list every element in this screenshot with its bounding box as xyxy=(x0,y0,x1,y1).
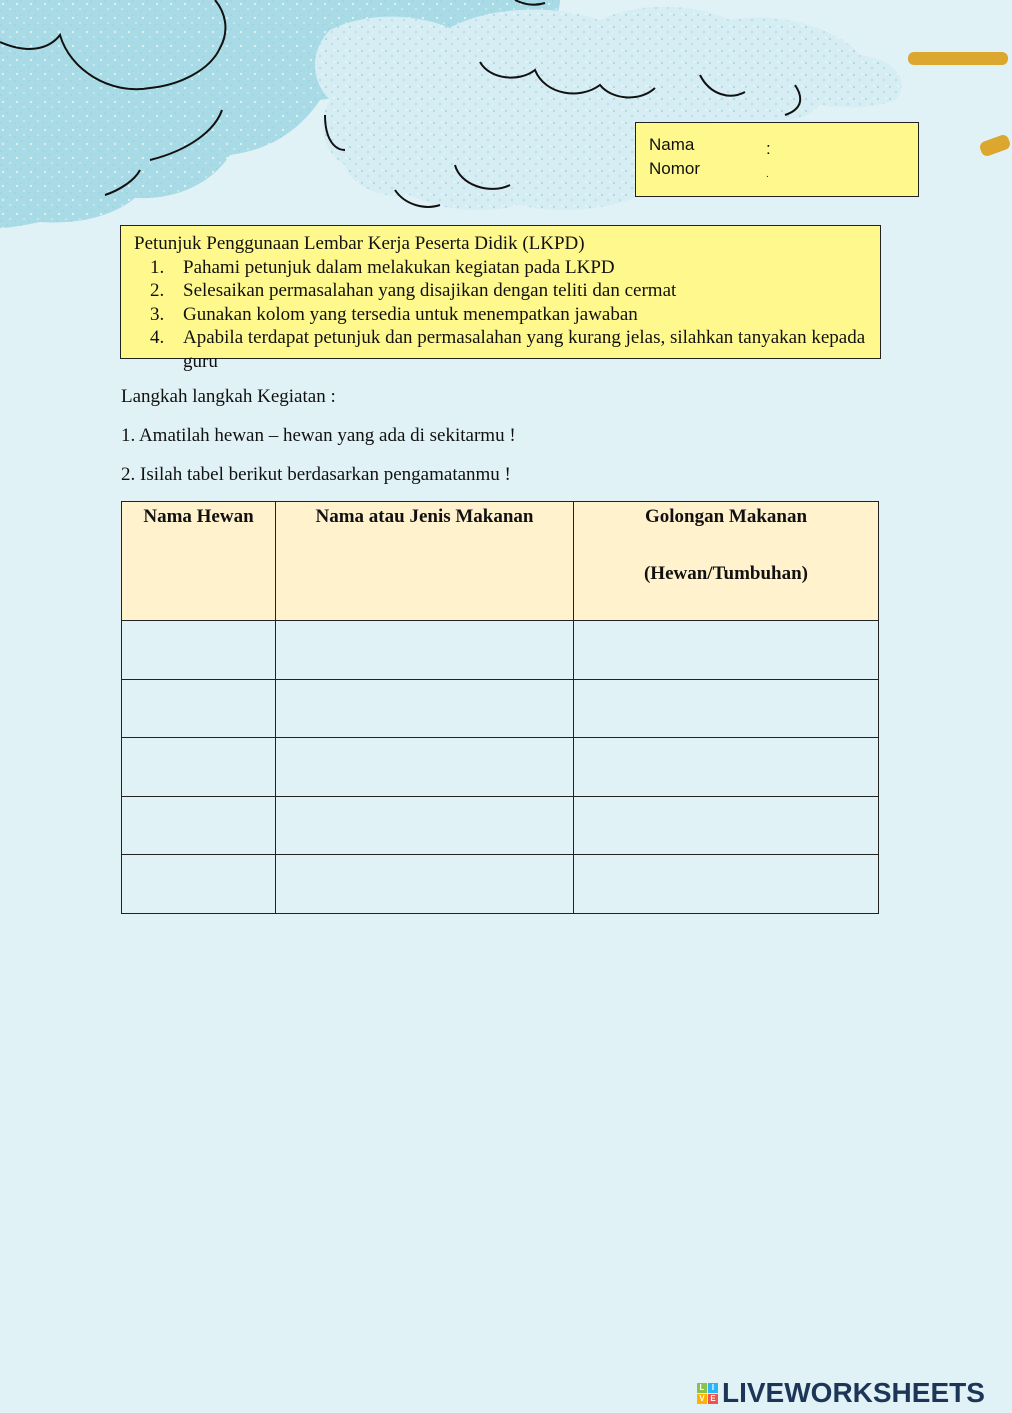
answer-cell-animal[interactable] xyxy=(122,738,276,797)
instruction-item: 1. Pahami petunjuk dalam melakukan kegiatan pada LKPD xyxy=(169,256,868,280)
instructions-box xyxy=(120,225,881,372)
liveworksheets-logo[interactable] xyxy=(697,1377,985,1409)
number-label: Nomor xyxy=(649,159,701,178)
answer-cell-group[interactable] xyxy=(574,738,879,797)
header-food-group-title: Golongan Makanan xyxy=(644,506,808,527)
answer-cell-group[interactable] xyxy=(574,621,879,680)
header-food-type: Nama atau Jenis Makanan xyxy=(276,502,574,621)
answer-cell-food[interactable] xyxy=(276,796,574,855)
instruction-item: 4. Apabila terdapat petunjuk dan permasalahan yang kurang jelas, silahkan tanyakan kepada guru xyxy=(169,326,868,373)
activity-heading: Langkah langkah Kegiatan : xyxy=(121,386,336,407)
logo-icon-letter: V xyxy=(697,1394,707,1404)
liveworksheets-logo-icon xyxy=(697,1383,718,1404)
sun-ray-decoration xyxy=(908,52,1008,65)
logo-icon-letter: E xyxy=(708,1394,718,1404)
answer-cell-animal[interactable] xyxy=(122,796,276,855)
table-row xyxy=(122,679,879,738)
header-food-group xyxy=(574,502,879,621)
table-row xyxy=(122,738,879,797)
activity-step-1: 1. Amatilah hewan – hewan yang ada di sekitarmu ! xyxy=(121,425,516,446)
name-colon: : xyxy=(766,139,771,158)
logo-icon-letter: L xyxy=(697,1383,707,1393)
table-row xyxy=(122,855,879,914)
answer-cell-animal[interactable] xyxy=(122,621,276,680)
answer-cell-food[interactable] xyxy=(276,738,574,797)
answer-cell-animal[interactable] xyxy=(122,679,276,738)
instruction-item: 3. Gunakan kolom yang tersedia untuk menempatkan jawaban xyxy=(169,303,868,327)
cloud-decoration xyxy=(0,0,1000,240)
table-row xyxy=(122,796,879,855)
table-header-row xyxy=(122,502,879,621)
instructions-title: Petunjuk Penggunaan Lembar Kerja Peserta Didik (LKPD) xyxy=(134,233,585,254)
name-label: Nama xyxy=(649,135,695,154)
instruction-item: 2. Selesaikan permasalahan yang disajikan dengan teliti dan cermat xyxy=(169,279,868,303)
logo-icon-letter: I xyxy=(708,1383,718,1393)
answer-cell-food[interactable] xyxy=(276,855,574,914)
header-animal-name: Nama Hewan xyxy=(122,502,276,621)
table-row xyxy=(122,621,879,680)
answer-cell-group[interactable] xyxy=(574,796,879,855)
observation-table xyxy=(121,501,879,914)
activity-step-2: 2. Isilah tabel berikut berdasarkan pengamatanmu ! xyxy=(121,464,511,485)
answer-cell-food[interactable] xyxy=(276,679,574,738)
liveworksheets-logo-text: LIVEWORKSHEETS xyxy=(722,1377,985,1408)
number-dot: . xyxy=(766,169,769,180)
student-identity-box xyxy=(635,122,919,197)
answer-cell-animal[interactable] xyxy=(122,855,276,914)
header-food-group-subtitle: (Hewan/Tumbuhan) xyxy=(643,563,809,584)
instructions-list xyxy=(134,256,868,374)
answer-cell-group[interactable] xyxy=(574,679,879,738)
answer-cell-food[interactable] xyxy=(276,621,574,680)
answer-cell-group[interactable] xyxy=(574,855,879,914)
